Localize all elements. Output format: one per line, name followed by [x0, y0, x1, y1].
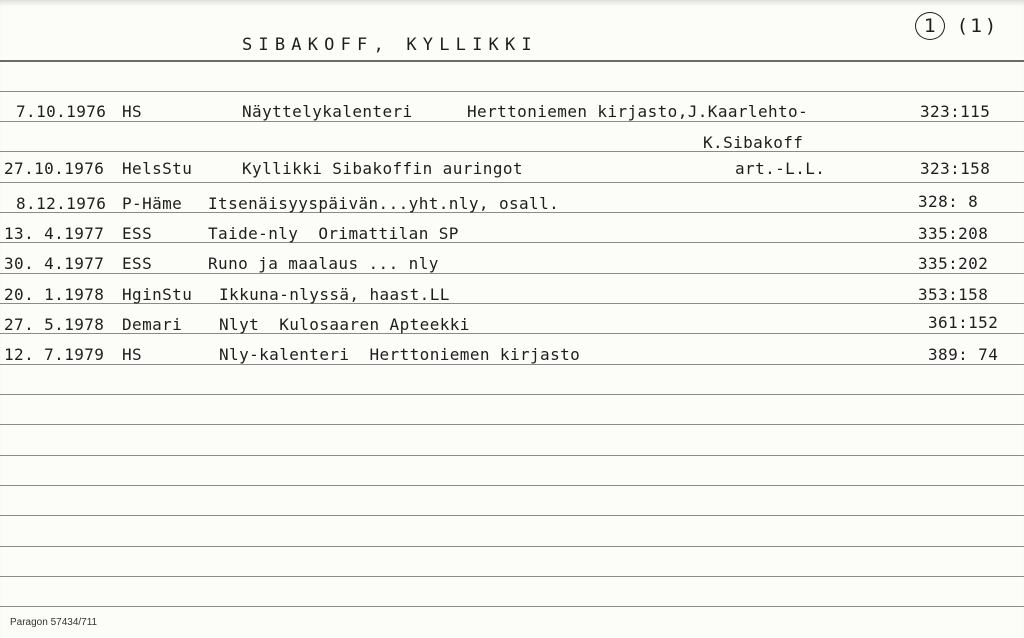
ruled-line — [0, 394, 1024, 395]
ruled-line — [0, 424, 1024, 425]
entry-text: Kyllikki Sibakoffin auringot — [242, 159, 523, 178]
entry-continuation-text: K.Sibakoff — [703, 133, 804, 152]
ruled-line — [0, 546, 1024, 547]
entry-text: Näyttelykalenteri — [242, 102, 413, 121]
entry-date: 27.10.1976 — [4, 159, 105, 178]
ruled-line — [0, 606, 1024, 607]
entry-source: HelsStu — [122, 159, 193, 178]
entry-source: P-Häme — [122, 194, 183, 213]
ruled-line — [0, 576, 1024, 577]
entry-date: 7.10.1976 — [16, 102, 107, 121]
ruled-line — [0, 485, 1024, 486]
entry-ref: 323:158 — [920, 159, 991, 178]
entry-source: Demari — [122, 315, 183, 334]
ruled-line — [0, 455, 1024, 456]
ruled-line — [0, 151, 1024, 152]
entry-source: HginStu — [122, 285, 193, 304]
entry-source: HS — [122, 345, 143, 364]
entry-source: ESS — [122, 224, 153, 243]
card-heading: SIBAKOFF, KYLLIKKI — [242, 35, 538, 55]
ruled-line — [0, 515, 1024, 516]
entry-date: 12. 7.1979 — [4, 345, 105, 364]
ruled-line — [0, 121, 1024, 122]
entry-ref: 361:152 — [928, 313, 999, 332]
ruled-line — [0, 182, 1024, 183]
entry-ref: 335:202 — [918, 254, 989, 273]
entry-source: ESS — [122, 254, 153, 273]
entry-ref: 335:208 — [918, 224, 989, 243]
entry-extra: art.-L.L. — [735, 159, 826, 178]
parenthesized-card-number: (1) — [959, 15, 998, 37]
entry-date: 8.12.1976 — [16, 194, 107, 213]
ruled-line — [0, 273, 1024, 274]
card-number — [915, 12, 998, 40]
header-rule — [0, 60, 1024, 62]
entry-text: Nlyt Kulosaaren Apteekki — [219, 315, 470, 334]
entry-date: 20. 1.1978 — [4, 285, 105, 304]
ruled-line — [0, 91, 1024, 92]
circled-card-number: 1 — [915, 12, 945, 40]
entry-text: Nly-kalenteri Herttoniemen kirjasto — [219, 345, 581, 364]
printer-mark: Paragon 57434/711 — [10, 617, 98, 628]
entry-text: Ikkuna-nlyssä, haast.LL — [219, 285, 450, 304]
entry-extra: Herttoniemen kirjasto,J.Kaarlehto- — [467, 102, 809, 121]
entry-ref: 353:158 — [918, 285, 989, 304]
ruled-line — [0, 364, 1024, 365]
entry-text: Itsenäisyyspäivän...yht.nly, osall. — [208, 194, 560, 213]
entry-source: HS — [122, 102, 143, 121]
ruled-line — [0, 242, 1024, 243]
entry-date: 13. 4.1977 — [4, 224, 105, 243]
entry-text: Runo ja maalaus ... nly — [208, 254, 439, 273]
entry-ref: 389: 74 — [928, 345, 999, 364]
entry-date: 27. 5.1978 — [4, 315, 105, 334]
entry-date: 30. 4.1977 — [4, 254, 105, 273]
entry-ref: 328: 8 — [918, 192, 979, 211]
entry-ref: 323:115 — [920, 102, 991, 121]
entry-text: Taide-nly Orimattilan SP — [208, 224, 459, 243]
